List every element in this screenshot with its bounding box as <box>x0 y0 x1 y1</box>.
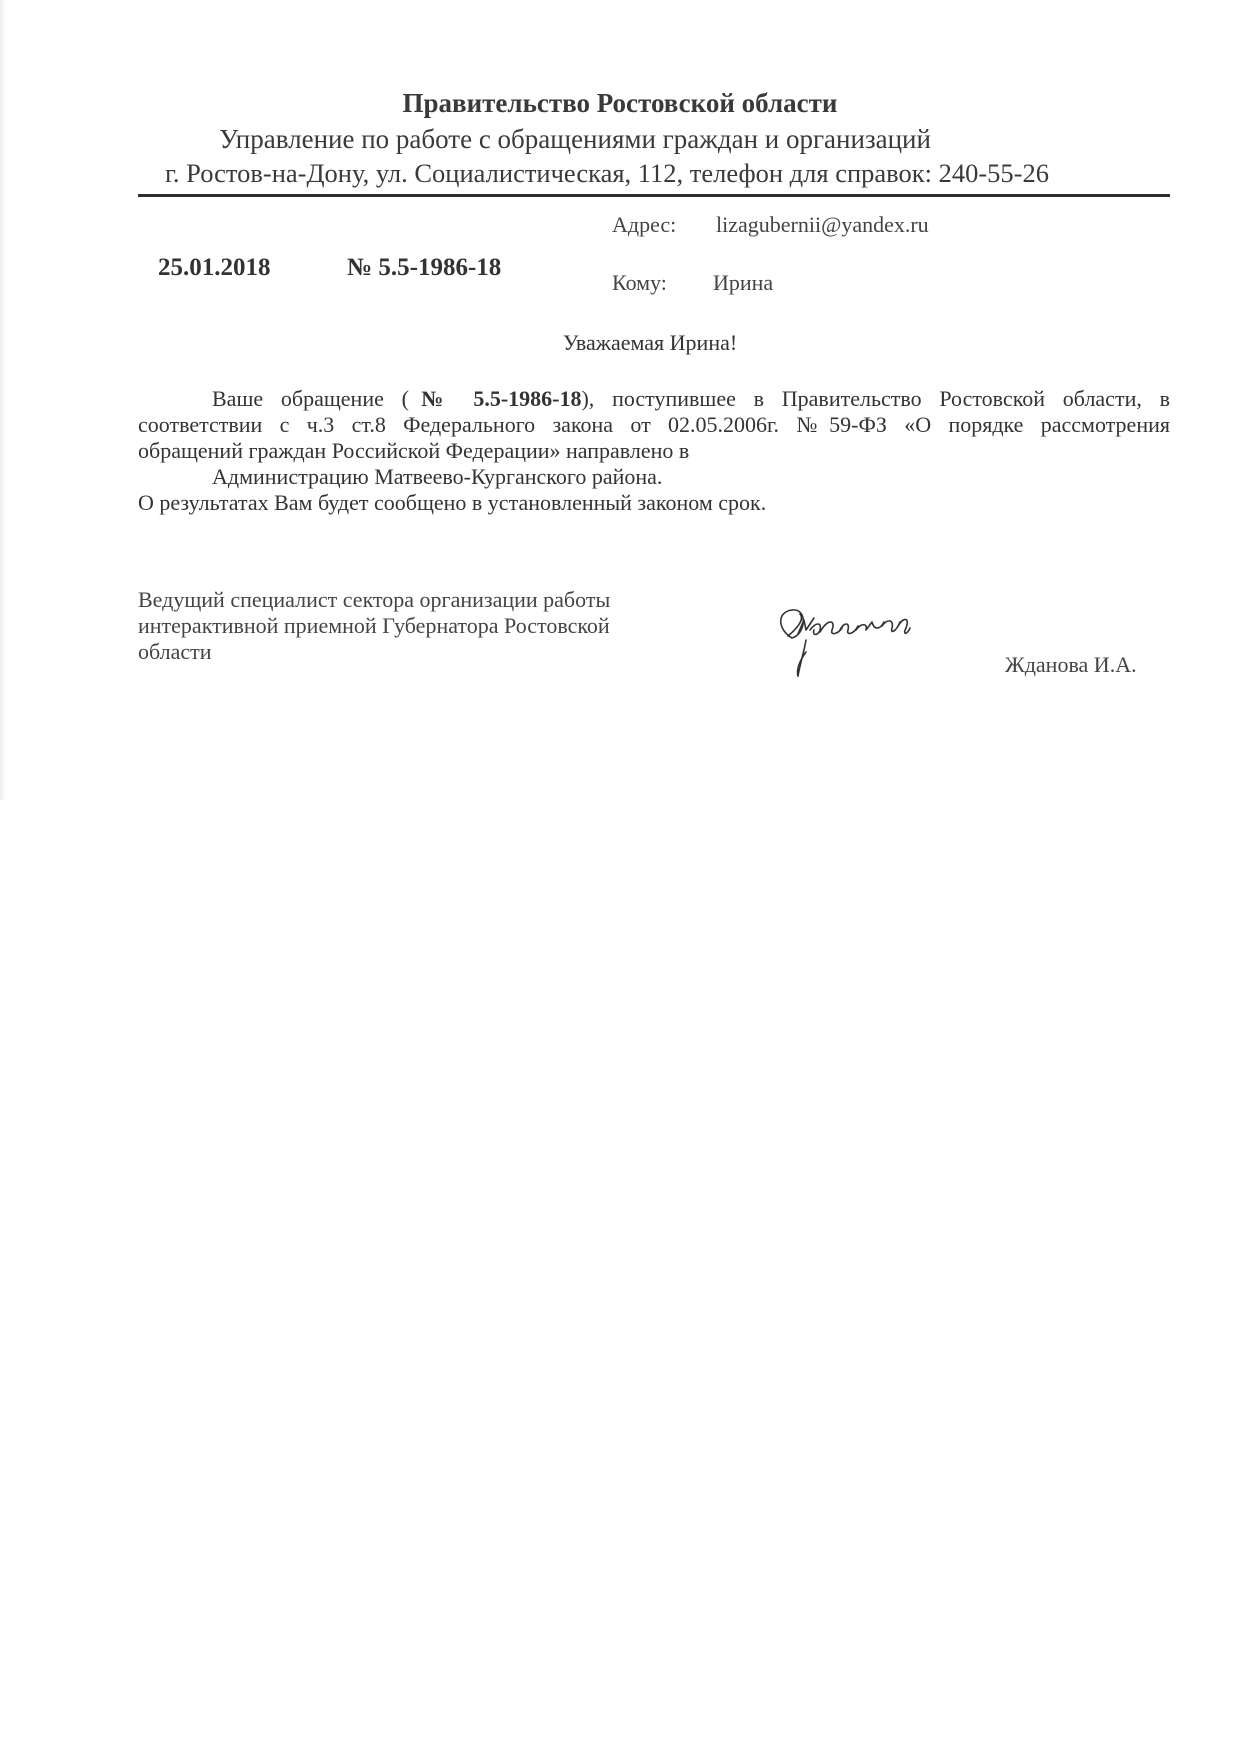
header-divider <box>138 194 1170 197</box>
signer-role <box>138 587 610 665</box>
destination-line: Администрацию Матвеево-Курганского района. <box>212 464 663 489</box>
body-line-3: обращений граждан Российской Федерации» направлено в <box>138 438 690 463</box>
body-line-1-start: Ваше обращение ( <box>212 386 409 411</box>
signer-role-line-3: области <box>138 639 212 664</box>
body-line-1 <box>138 386 1170 412</box>
document-date: 25.01.2018 <box>158 254 271 281</box>
address-value: lizagubernii@yandex.ru <box>716 212 929 237</box>
body-line-1-rest: ), поступившее в Правительство Ростовской области, в <box>581 386 1170 411</box>
salutation: Уважаемая Ирина! <box>562 330 738 355</box>
org-name: Правительство Ростовской области <box>402 88 838 118</box>
recipient-label: Кому: <box>612 270 667 295</box>
department-name: Управление по работе с обращениями граждан и организаций <box>219 124 931 154</box>
recipient-value: Ирина <box>713 270 774 295</box>
closing-line: О результатах Вам будет сообщено в установленный законом срок. <box>138 490 767 515</box>
document-number: № 5.5-1986-18 <box>347 254 502 281</box>
address-label: Адрес: <box>612 212 677 237</box>
contact-line: г. Ростов-на-Дону, ул. Социалистическая, 112, телефон для справок: 240-55-26 <box>165 158 1049 188</box>
handwritten-signature <box>770 600 930 680</box>
letter-body <box>138 386 1170 516</box>
signer-role-line-2: интерактивной приемной Губернатора Ростовской <box>138 613 610 638</box>
appeal-reference: № 5.5-1986-18 <box>408 386 582 411</box>
signer-role-line-1: Ведущий специалист сектора организации работы <box>138 587 611 612</box>
signer-name: Жданова И.А. <box>1005 652 1137 677</box>
body-line-2: соответствии с ч.3 ст.8 Федерального закона от 02.05.2006г. №59-ФЗ «О порядке рассмотрения <box>138 412 1170 437</box>
scan-shadow <box>0 0 6 800</box>
